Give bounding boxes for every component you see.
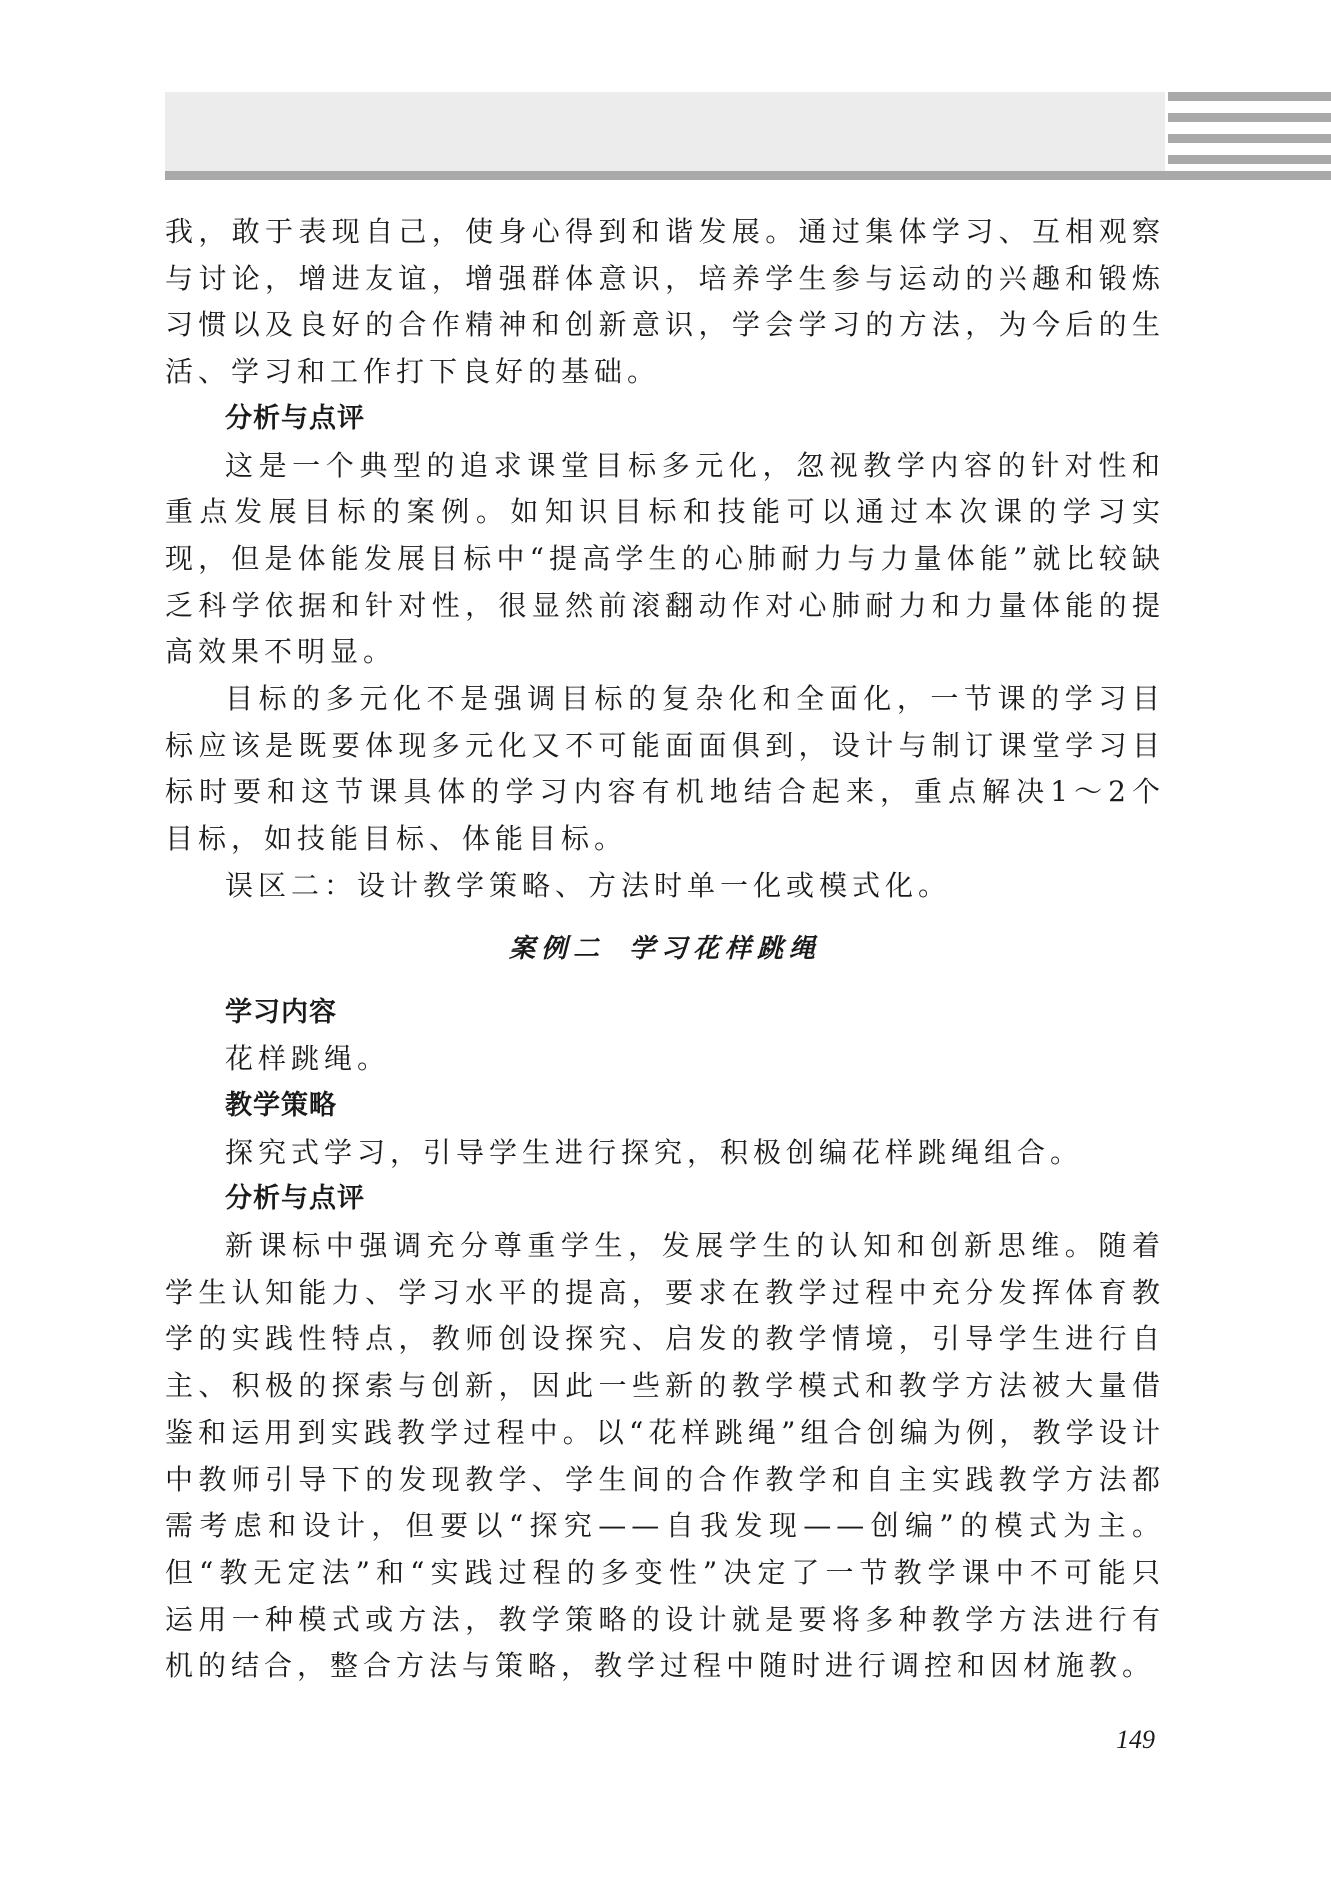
paragraph-strategy: 探究式学习，引导学生进行探究，积极创编花样跳绳组合。 (225, 1135, 1084, 1169)
paragraph-continuation: 我，敢于表现自己，使身心得到和谐发展。通过集体学习、互相观察与讨论，增进友谊，增强群体意识，培养学生参与运动的兴趣和锻炼习惯以及良好的合作精神和创新意识，学会学习的方法，为今后的生活、学习和工作打下良好的基础。 (165, 215, 1165, 389)
paragraph-analysis-1: 这是一个典型的追求课堂目标多元化，忽视教学内容的针对性和重点发展目标的案例。如知识目标和技能可以通过本次课的学习实现，但是体能发展目标中“提高学生的心肺耐力与力量体能”就比较缺乏科学依据和针对性，很显然前滚翻动作对心肺耐力和力量体能的提高效果不明显。 (165, 448, 1165, 669)
paragraph-content: 花样跳绳。 (225, 1042, 391, 1076)
header-stripe (1168, 134, 1331, 143)
paragraph-analysis-3: 新课标中强调充分尊重学生，发展学生的认知和创新思维。随着学生认知能力、学习水平的提高，要求在教学过程中充分发挥体育教学的实践性特点，教师创设探究、启发的教学情境，引导学生进行自主、积极的探索与创新，因此一些新的教学模式和教学方法被大量借鉴和运用到实践教学过程中。以“花样跳绳”组合创编为例，教学设计中教师引导下的发现教学、学生间的合作教学和自主实践教学方法都需考虑和设计，但要以“探究——自我发现——创编”的模式为主。但“教无定法”和“实践过程的多变性”决定了一节教学课中不可能只运用一种模式或方法，教学策略的设计就是要将多种教学方法进行有机的结合，整合方法与策略，教学过程中随时进行调控和因材施教。 (165, 1229, 1165, 1683)
header-band (165, 92, 1165, 176)
paragraph-misconception-2: 误区二：设计教学策略、方法时单一化或模式化。 (225, 868, 952, 902)
case-name: 学习花样跳绳 (629, 933, 822, 964)
section-heading-analysis: 分析与点评 (225, 402, 365, 434)
section-heading-strategy: 教学策略 (225, 1089, 337, 1121)
case-title (165, 926, 1165, 972)
header-stripes (1168, 92, 1331, 164)
case-label: 案例二 (508, 933, 605, 964)
header-rule (165, 171, 1331, 180)
page-content (165, 209, 1165, 1690)
page-number: 149 (1116, 1725, 1155, 1754)
header-stripe (1168, 92, 1331, 101)
header-stripe (1168, 113, 1331, 122)
section-heading-content: 学习内容 (225, 996, 337, 1028)
section-heading-analysis-2: 分析与点评 (225, 1183, 365, 1215)
paragraph-analysis-2: 目标的多元化不是强调目标的复杂化和全面化，一节课的学习目标应该是既要体现多元化又不可能面面俱到，设计与制订课堂学习目标时要和这节课具体的学习内容有机地结合起来，重点解决1～2个目标，如技能目标、体能目标。 (165, 682, 1165, 856)
header-stripe (1168, 155, 1331, 164)
